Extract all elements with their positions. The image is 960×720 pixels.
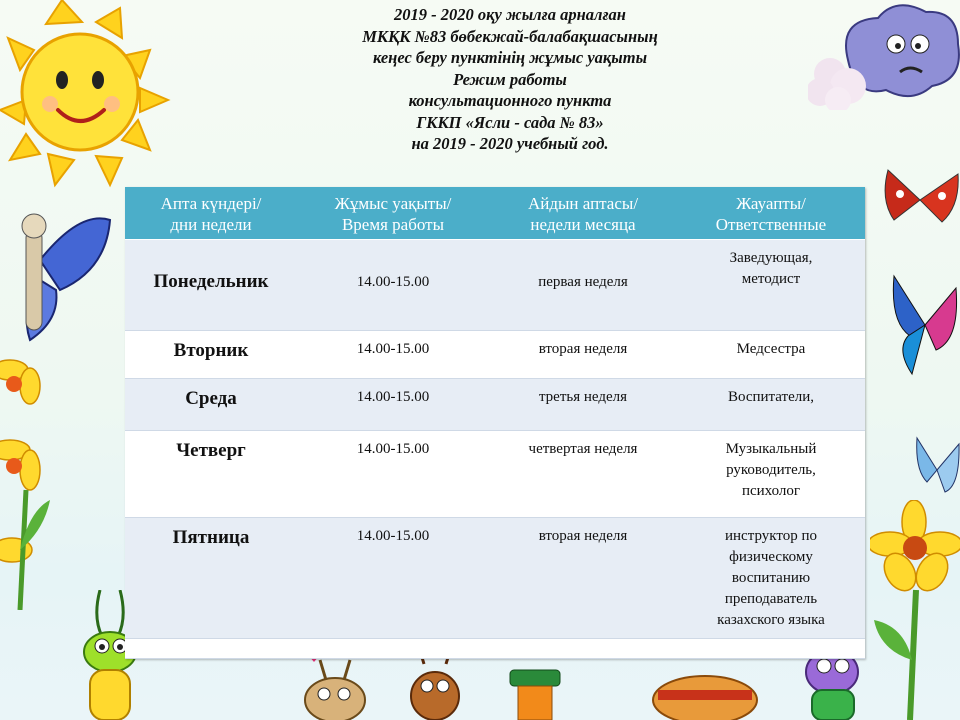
heading-line: на 2019 - 2020 учебный год. bbox=[411, 134, 609, 153]
empty-cell bbox=[677, 639, 865, 659]
header-line: Апта күндері/ bbox=[160, 194, 262, 213]
responsible-line: преподаватель bbox=[724, 591, 818, 607]
responsible-line: воспитанию bbox=[731, 570, 811, 586]
butterfly-icon bbox=[880, 160, 960, 240]
header-line: Время работы bbox=[341, 215, 445, 234]
heading-line: Режим работы bbox=[453, 69, 567, 89]
responsible-line: руководитель, bbox=[726, 462, 816, 478]
responsible-line: физическому bbox=[729, 549, 813, 565]
table-row bbox=[125, 518, 865, 639]
butterfly-icon bbox=[0, 190, 120, 350]
responsible-cell bbox=[677, 240, 865, 331]
header-line: Айдын аптасы/ bbox=[527, 194, 639, 213]
header-line: дни недели bbox=[170, 215, 252, 234]
responsible-cell bbox=[677, 379, 865, 431]
responsible-line: Воспитатели, bbox=[727, 389, 815, 405]
responsible-line: психолог bbox=[741, 483, 801, 499]
header-line: Жауапты/ bbox=[736, 194, 806, 213]
header-line: недели месяца bbox=[530, 215, 636, 234]
responsible-cell bbox=[677, 518, 865, 639]
flower-icon bbox=[870, 500, 960, 720]
day-cell: Четверг bbox=[125, 431, 297, 518]
butterfly-icon bbox=[915, 430, 960, 510]
day-cell: Понедельник bbox=[125, 240, 297, 331]
time-cell: 14.00-15.00 bbox=[297, 379, 489, 431]
responsible-cell bbox=[677, 331, 865, 379]
table-row bbox=[125, 431, 865, 518]
week-cell: четвертая неделя bbox=[489, 431, 677, 518]
page-heading bbox=[300, 4, 720, 155]
heading-line: 2019 - 2020 оқу жылға арналған bbox=[394, 5, 626, 24]
responsible-line: Музыкальный bbox=[725, 441, 817, 457]
table-row bbox=[125, 240, 865, 331]
responsible-line: Заведующая, bbox=[729, 250, 813, 266]
table-row-empty bbox=[125, 639, 865, 659]
empty-cell bbox=[489, 639, 677, 659]
responsible-line: методист bbox=[741, 271, 801, 287]
column-header-day bbox=[125, 187, 297, 240]
week-cell: вторая неделя bbox=[489, 331, 677, 379]
time-cell: 14.00-15.00 bbox=[297, 240, 489, 331]
header-line: Ответственные bbox=[715, 215, 827, 234]
heading-line: ГККП «Ясли - сада № 83» bbox=[416, 112, 604, 132]
responsible-line: казахского языка bbox=[717, 612, 825, 628]
empty-cell bbox=[125, 639, 297, 659]
week-cell: третья неделя bbox=[489, 379, 677, 431]
table-row bbox=[125, 331, 865, 379]
heading-line: кеңес беру пунктінің жұмыс уақыты bbox=[372, 48, 648, 67]
column-header-responsible bbox=[677, 187, 865, 240]
bug-icon bbox=[500, 660, 570, 720]
time-cell: 14.00-15.00 bbox=[297, 518, 489, 639]
header-line: Жұмыс уақыты/ bbox=[334, 194, 452, 213]
table-row bbox=[125, 379, 865, 431]
table-header-row bbox=[125, 187, 865, 240]
day-cell: Вторник bbox=[125, 331, 297, 379]
bug-icon bbox=[650, 660, 760, 720]
heading-line: консультационного пункта bbox=[408, 91, 612, 110]
cloud-face-icon bbox=[808, 0, 960, 110]
responsible-line: Медсестра bbox=[736, 341, 806, 357]
week-cell: вторая неделя bbox=[489, 518, 677, 639]
responsible-cell bbox=[677, 431, 865, 518]
empty-cell bbox=[297, 639, 489, 659]
day-cell: Пятница bbox=[125, 518, 297, 639]
heading-line: МКҚК №83 бөбекжай-балабақшасының bbox=[362, 26, 658, 46]
column-header-time bbox=[297, 187, 489, 240]
time-cell: 14.00-15.00 bbox=[297, 331, 489, 379]
time-cell: 14.00-15.00 bbox=[297, 431, 489, 518]
day-cell: Среда bbox=[125, 379, 297, 431]
sun-icon bbox=[0, 0, 180, 190]
column-header-week bbox=[489, 187, 677, 240]
week-cell: первая неделя bbox=[489, 240, 677, 331]
flower-icon bbox=[0, 350, 60, 610]
schedule-table bbox=[125, 187, 865, 659]
butterfly-icon bbox=[890, 270, 960, 380]
responsible-line: инструктор по bbox=[725, 528, 817, 544]
